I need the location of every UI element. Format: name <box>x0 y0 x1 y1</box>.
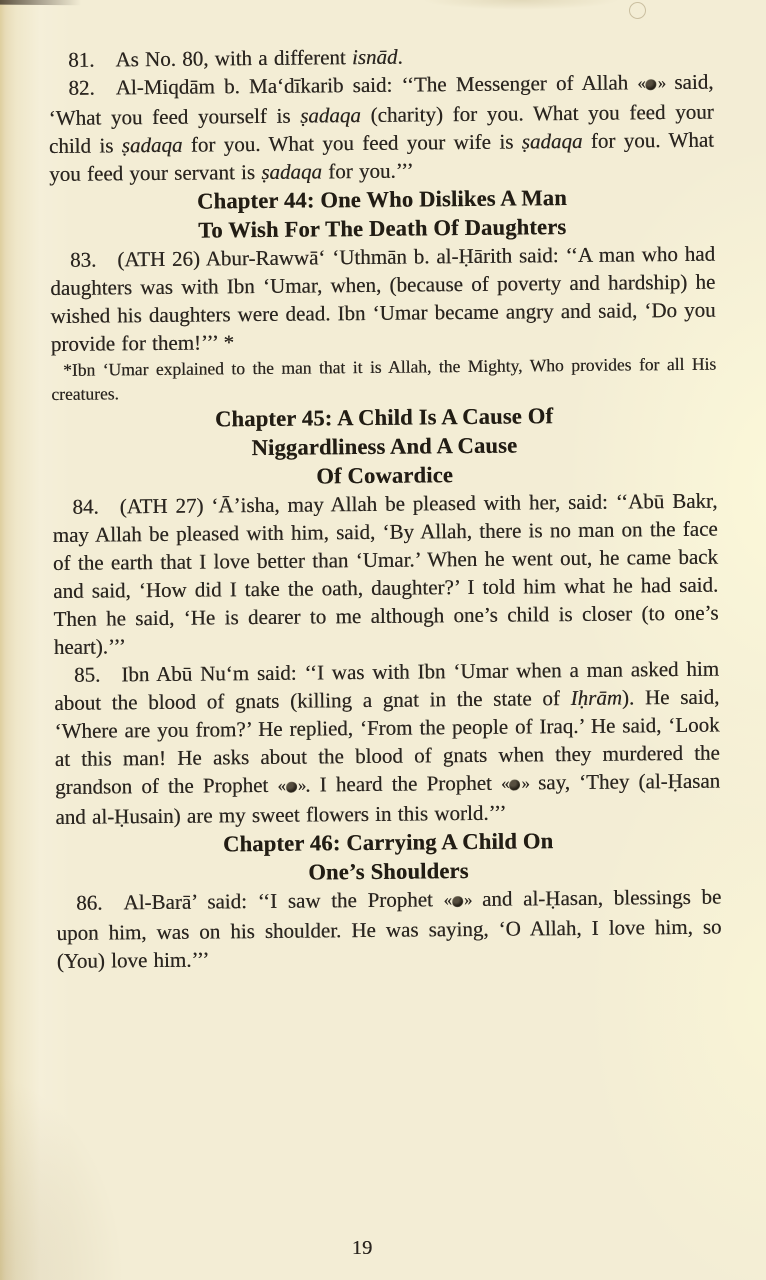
text-run: 83. (ATH 26) Abur-Rawwā‘ ‘Uthmān b. al-Ḥārith said: ‘‘A man who had daughters was with Ibn ‘Umar, when, (because of poverty and hardship) he wished his daughters were dead. Ibn ‘Umar became angry and said, ‘Do you provide for them!’’’ * <box>50 241 716 356</box>
honorific-bracket: « <box>500 773 509 793</box>
text-run: for you. What you feed your wife is <box>182 129 522 157</box>
text-run: 84. (ATH 27) ‘Ā’isha, may Allah be pleased with her, said: ‘‘Abū Bakr, may Allah be pleased with him, said, ‘By Allah, there is no man on the face of the earth that I love better than ‘Umar.’ When he went out, he came back and said, ‘How did I take the oath, daughter?’ I told him what he had said. Then he said, ‘He is dearer to me although one’s child is closer (to one’s heart).’’’ <box>52 488 719 659</box>
prophet-honorific-icon <box>501 770 529 794</box>
honorific-seal <box>509 779 520 790</box>
honorific-bracket: » <box>297 775 306 795</box>
hadith-85 <box>54 655 721 831</box>
heading-line: One’s Shoulders <box>308 858 469 885</box>
text-run: for you. What you feed your servant is <box>49 127 715 186</box>
transliterated-term: Iḥrām <box>570 685 623 711</box>
honorific-seal <box>452 896 463 907</box>
heading-line: Chapter 46: Carrying A Child On <box>222 828 554 857</box>
transliterated-term: isnād <box>351 44 398 70</box>
prophet-honorific-icon <box>637 70 665 94</box>
text-run: 85. Ibn Abū Nu‘m said: ‘‘I was with Ibn ‘Umar when a man asked him about the blood of gnats (killing a gnat in the state of <box>54 656 720 715</box>
honorific-bracket: « <box>277 775 285 795</box>
text-run: said, ‘What you feed yourself is <box>48 69 714 130</box>
honorific-bracket: » <box>463 889 472 910</box>
text-run: *Ibn ‘Umar explained to the man that it is Allah, the Mighty, Who provides for all His creatures. <box>51 353 717 404</box>
prophet-honorific-icon <box>277 773 305 797</box>
heading-line: Chapter 45: A Child Is A Cause Of <box>214 403 554 432</box>
prophet-honorific-icon <box>443 887 471 911</box>
chapter-46-heading <box>56 825 722 889</box>
honorific-seal <box>646 79 657 90</box>
scan-smudge <box>629 2 646 19</box>
heading-line: To Wish For The Death Of Daughters <box>198 214 567 243</box>
chapter-45-heading <box>51 400 717 493</box>
heading-line: Of Cowardice <box>316 462 454 489</box>
text-run: . <box>397 44 403 69</box>
honorific-seal <box>286 782 297 793</box>
chapter-44-heading <box>49 182 715 246</box>
footnote-83 <box>51 352 716 406</box>
honorific-bracket: « <box>443 890 452 910</box>
honorific-bracket: » <box>657 73 666 93</box>
honorific-bracket: » <box>521 773 529 793</box>
transliterated-term: ṣadaqa <box>521 128 583 154</box>
text-run: for you.’’’ <box>321 158 414 184</box>
page-content <box>48 40 722 975</box>
hadith-86 <box>56 883 722 975</box>
text-run: say, ‘They (al-Ḥasan and al-Ḥusain) are my sweet flowers in this world.’’’ <box>55 768 721 829</box>
heading-line: Niggardliness And A Cause <box>251 432 518 461</box>
text-run: (charity) for you. What you feed your child is <box>48 99 714 158</box>
hadith-84 <box>52 487 719 661</box>
text-run: and al-Ḥasan, blessings be upon him, was on his shoulder. He was saying, ‘O Allah, I love him, so (You) love him.’’’ <box>56 884 722 973</box>
transliterated-term: ṣadaqa <box>300 103 361 128</box>
text-run: . I heard the Prophet <box>305 770 502 797</box>
transliterated-term: ṣadaqa <box>261 159 323 184</box>
text-run: 86. Al-Barā’ said: ‘‘I saw the Prophet <box>76 887 444 915</box>
text-run: ). He said, ‘Where are you from?’ He replied, ‘From the people of Iraq.’ He said, ‘Look at this man! He asks about the blood of gnats when they murdered the grandson of the Prophet <box>54 684 720 799</box>
heading-line: Chapter 44: One Who Dislikes A Man <box>196 185 567 214</box>
page-number: 19 <box>351 1237 373 1259</box>
hadith-82 <box>48 68 714 188</box>
transliterated-term: ṣadaqa <box>121 132 183 158</box>
text-run: 81. As No. 80, with a different <box>68 45 353 72</box>
hadith-83 <box>50 240 716 358</box>
text-run: 82. Al-Miqdām b. Ma‘dīkarib said: ‘‘The Messenger of Allah <box>68 70 638 100</box>
scan-edge-artifact <box>0 0 90 5</box>
honorific-bracket: « <box>637 73 645 93</box>
